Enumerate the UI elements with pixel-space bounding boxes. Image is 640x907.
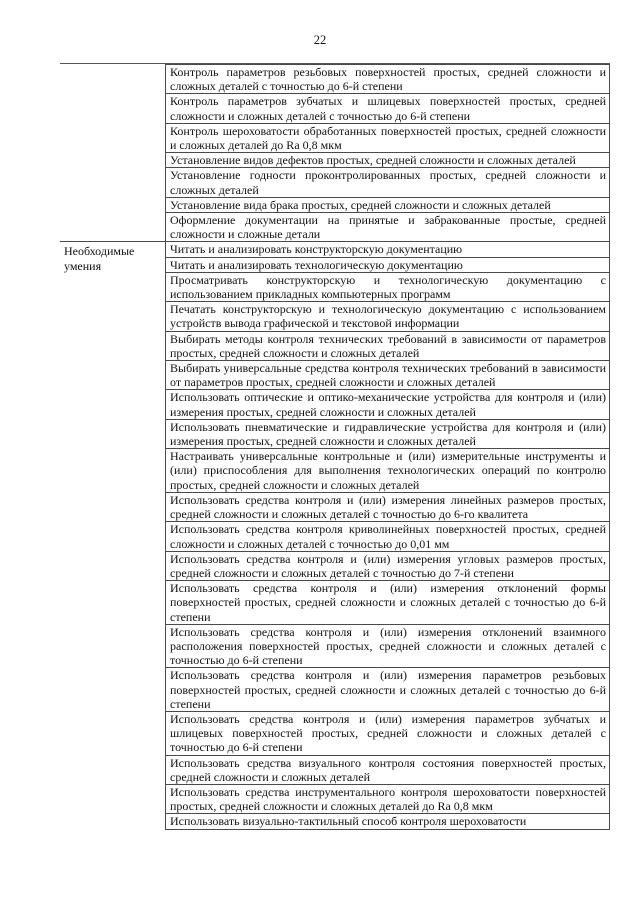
requirement-item: Контроль параметров резьбовых поверхностей простых, средней сложности и сложных деталей с точностью до 6-й степени: [166, 65, 610, 94]
requirement-item: Читать и анализировать конструкторскую документацию: [166, 242, 610, 257]
requirement-item: Использовать средства контроля криволинейных поверхностей простых, средней сложности и сложных деталей с точностью до 0,01 мм: [166, 522, 610, 551]
requirement-item: Использовать средства контроля и (или) измерения параметров резьбовых поверхностей простых, средней сложности и сложных деталей с точностью до 6-й степени: [166, 668, 610, 712]
requirement-item: Выбирать методы контроля технических требований в зависимости от параметров простых, средней сложности и сложных деталей: [166, 331, 610, 360]
requirement-item: Печатать конструкторскую и технологическую документацию с использованием устройств вывода графической и текстовой информации: [166, 302, 610, 331]
requirement-item: Установление годности проконтролированных простых, средней сложности и сложных деталей: [166, 168, 610, 197]
requirements-table: [60, 64, 610, 830]
requirement-item: Установление видов дефектов простых, средней сложности и сложных деталей: [166, 153, 610, 168]
requirement-item: Использовать средства контроля и (или) измерения отклонений формы поверхностей простых, средней сложности и сложных деталей с точностью до 6-й степени: [166, 581, 610, 625]
requirement-item: Использовать визуально-тактильный способ контроля шероховатости: [166, 814, 610, 829]
requirement-item: Оформление документации на принятые и забракованные простые, средней сложности и сложные детали: [166, 213, 610, 242]
requirements-table-body: [60, 65, 610, 830]
requirement-item: Выбирать универсальные средства контроля технических требований в зависимости от параметров простых, средней сложности и сложных деталей: [166, 361, 610, 390]
requirement-item: Контроль параметров зубчатых и шлицевых поверхностей простых, средней сложности и сложных деталей с точностью до 6-й степени: [166, 94, 610, 123]
page-number: 22: [313, 33, 327, 47]
requirement-item: Просматривать конструкторскую и технологическую документацию с использованием прикладных компьютерных программ: [166, 272, 610, 301]
requirement-item: Использовать средства контроля и (или) измерения угловых размеров простых, средней сложности и сложных деталей с точностью до 7-й степени: [166, 551, 610, 580]
requirement-item: Использовать пневматические и гидравлические устройства для контроля и (или) измерения простых, средней сложности и сложных деталей: [166, 419, 610, 448]
requirement-item: Контроль шероховатости обработанных поверхностей простых, средней сложности и сложных деталей до Ra 0,8 мкм: [166, 123, 610, 152]
requirement-item: Использовать оптические и оптико-механические устройства для контроля и (или) измерения простых, средней сложности и сложных деталей: [166, 390, 610, 419]
table-row: [60, 65, 610, 94]
requirement-item: Настраивать универсальные контрольные и (или) измерительные инструменты и (или) приспособления для выполнения технологических операций по контролю простых, средней сложности и сложных деталей: [166, 449, 610, 493]
requirement-item: Читать и анализировать технологическую документацию: [166, 257, 610, 272]
requirements-table-container: [60, 63, 610, 830]
requirement-item: Использовать средства визуального контроля состояния поверхностей простых, средней сложности и сложных деталей: [166, 755, 610, 784]
requirement-item: Использовать средства контроля и (или) измерения линейных размеров простых, средней сложности и сложных деталей с точностью до 6-го квалитета: [166, 492, 610, 521]
requirement-item: Использовать средства инструментального контроля шероховатости поверхностей простых, средней сложности и сложных деталей до Ra 0,8 мкм: [166, 784, 610, 813]
group-label: Необходимые умения: [60, 242, 166, 829]
requirement-item: Использовать средства контроля и (или) измерения отклонений взаимного расположения поверхностей простых, средней сложности и сложных деталей с точностью до 6-й степени: [166, 624, 610, 668]
group-label: [60, 65, 166, 242]
requirement-item: Использовать средства контроля и (или) измерения параметров зубчатых и шлицевых поверхностей простых, средней сложности и сложных деталей с точностью до 6-й степени: [166, 711, 610, 755]
table-row: [60, 242, 610, 257]
requirement-item: Установление вида брака простых, средней сложности и сложных деталей: [166, 197, 610, 212]
